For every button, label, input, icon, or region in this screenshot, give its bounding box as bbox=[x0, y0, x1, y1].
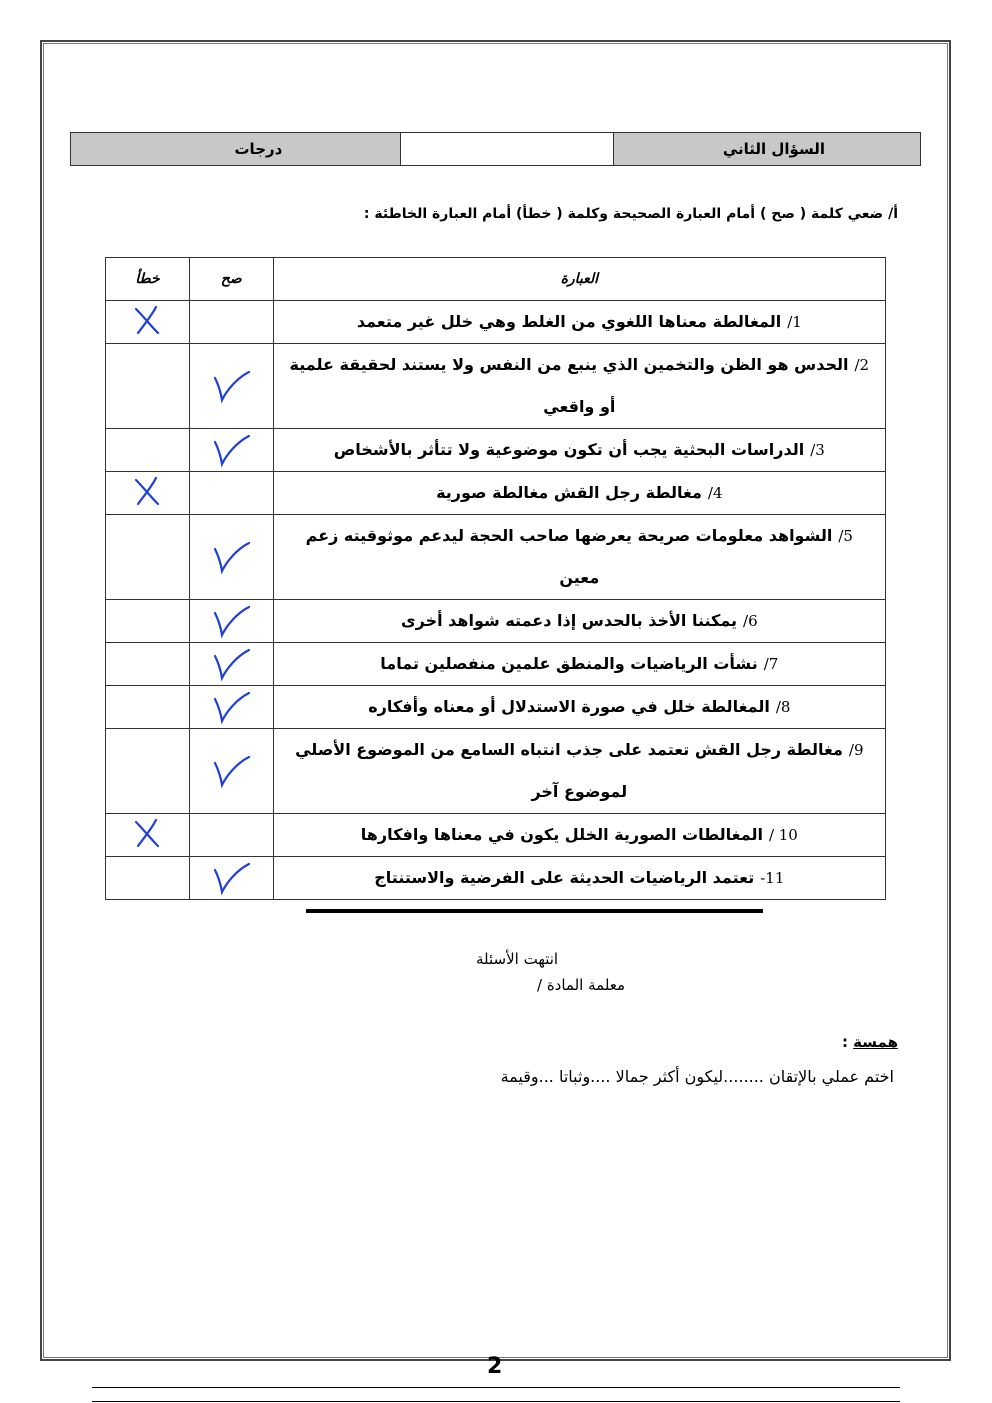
true-mark-cell[interactable] bbox=[189, 472, 273, 515]
true-mark-cell[interactable] bbox=[189, 643, 273, 686]
statement-cell bbox=[273, 429, 885, 472]
statement-number: 9/ bbox=[848, 741, 864, 759]
true-mark-cell[interactable] bbox=[189, 429, 273, 472]
table-row bbox=[106, 429, 886, 472]
false-mark-cell[interactable] bbox=[106, 515, 190, 600]
statement-text: الدراسات البحثية يجب أن تكون موضوعية ولا تتأثر بالأشخاص bbox=[333, 440, 805, 459]
false-mark-cell[interactable] bbox=[106, 600, 190, 643]
whisper-colon: : bbox=[841, 1033, 854, 1051]
statement-cell bbox=[273, 729, 885, 814]
true-mark-cell[interactable] bbox=[189, 344, 273, 429]
statement-number: 2/ bbox=[854, 356, 870, 374]
teacher-signature-label: معلمة المادة / bbox=[537, 976, 626, 994]
false-mark-cell[interactable] bbox=[106, 814, 190, 857]
statement-number: 6/ bbox=[743, 612, 758, 630]
false-header: خطأ bbox=[106, 258, 190, 301]
table-header-row bbox=[106, 258, 886, 301]
false-mark-cell[interactable] bbox=[106, 729, 190, 814]
separator-line bbox=[306, 909, 763, 913]
whisper-text: اختم عملي بالإتقان ........ليكون أكثر جمالا ....وثباتا ...وقيمة bbox=[500, 1067, 894, 1086]
statement-cell bbox=[273, 600, 885, 643]
statement-text: الشواهد معلومات صريحة يعرضها صاحب الحجة ليدعم موثوقيته زعم معين bbox=[305, 526, 833, 587]
statement-cell bbox=[273, 301, 885, 344]
table-row bbox=[106, 729, 886, 814]
statement-number: 10 / bbox=[768, 826, 798, 844]
false-mark-cell[interactable] bbox=[106, 301, 190, 344]
checkmark-icon bbox=[209, 535, 253, 579]
false-mark-cell[interactable] bbox=[106, 686, 190, 729]
statement-header: العبارة bbox=[273, 258, 885, 301]
statement-text: المغالطة خلل في صورة الاستدلال أو معناه وأفكاره bbox=[368, 697, 770, 716]
score-blank-field bbox=[400, 133, 613, 165]
table-row bbox=[106, 814, 886, 857]
statement-number: 11- bbox=[760, 869, 785, 887]
statement-cell bbox=[273, 686, 885, 729]
footer-line bbox=[92, 1401, 900, 1402]
table-row bbox=[106, 643, 886, 686]
checkmark-icon bbox=[209, 364, 253, 408]
false-mark-cell[interactable] bbox=[106, 857, 190, 900]
statement-cell bbox=[273, 857, 885, 900]
table-row bbox=[106, 301, 886, 344]
table-row bbox=[106, 857, 886, 900]
checkmark-icon bbox=[209, 685, 253, 729]
checkmark-icon bbox=[209, 856, 253, 900]
checkmark-icon bbox=[209, 749, 253, 793]
true-mark-cell[interactable] bbox=[189, 301, 273, 344]
end-of-questions: انتهت الأسئلة bbox=[476, 950, 559, 968]
checkmark-icon bbox=[209, 642, 253, 686]
statement-text: المغالطة معناها اللغوي من الغلط وهي خلل غير متعمد bbox=[356, 312, 782, 331]
statement-number: 8/ bbox=[775, 698, 791, 716]
statement-cell bbox=[273, 814, 885, 857]
cross-mark-icon bbox=[130, 474, 164, 512]
true-mark-cell[interactable] bbox=[189, 857, 273, 900]
true-mark-cell[interactable] bbox=[189, 814, 273, 857]
table-row bbox=[106, 344, 886, 429]
true-false-table bbox=[105, 257, 886, 900]
table-row bbox=[106, 515, 886, 600]
cross-mark-icon bbox=[130, 816, 164, 854]
true-mark-cell[interactable] bbox=[189, 515, 273, 600]
statement-text: يمكننا الأخذ بالحدس إذا دعمته شواهد أخرى bbox=[400, 611, 738, 630]
statement-number: 5/ bbox=[838, 527, 853, 545]
statement-cell bbox=[273, 643, 885, 686]
false-mark-cell[interactable] bbox=[106, 344, 190, 429]
statement-number: 7/ bbox=[763, 655, 779, 673]
statement-number: 4/ bbox=[707, 484, 723, 502]
footer-line bbox=[92, 1387, 900, 1388]
false-mark-cell[interactable] bbox=[106, 429, 190, 472]
statement-number: 3/ bbox=[810, 441, 825, 459]
cross-mark-icon bbox=[130, 303, 164, 341]
statement-text: نشأت الرياضيات والمنطق علمين منفصلين تماما bbox=[380, 654, 758, 673]
whisper-heading bbox=[842, 1033, 898, 1051]
table-row bbox=[106, 472, 886, 515]
statement-text: المغالطات الصورية الخلل يكون في معناها وافكارها bbox=[360, 825, 763, 844]
instruction-text: أ/ ضعي كلمة ( صح ) أمام العبارة الصحيحة وكلمة ( خطأ) أمام العبارة الخاطئة : bbox=[363, 206, 898, 222]
degrees-label: درجات bbox=[71, 133, 400, 165]
statement-cell bbox=[273, 344, 885, 429]
true-mark-cell[interactable] bbox=[189, 686, 273, 729]
statement-cell bbox=[273, 472, 885, 515]
true-header: صح bbox=[189, 258, 273, 301]
true-mark-cell[interactable] bbox=[189, 600, 273, 643]
checkmark-icon bbox=[209, 599, 253, 643]
false-mark-cell[interactable] bbox=[106, 472, 190, 515]
statement-number: 1/ bbox=[787, 313, 802, 331]
statement-text: مغالطة رجل القش تعتمد على جذب انتباه السامع من الموضوع الأصلي لموضوع آخر bbox=[295, 740, 843, 801]
question-label: السؤال الثاني bbox=[614, 133, 920, 165]
table-row bbox=[106, 600, 886, 643]
table-row bbox=[106, 686, 886, 729]
statement-text: مغالطة رجل القش مغالطة صورية bbox=[436, 483, 702, 502]
page-number: 2 bbox=[487, 1354, 503, 1379]
false-mark-cell[interactable] bbox=[106, 643, 190, 686]
statement-text: الحدس هو الظن والتخمين الذي ينبع من النفس ولا يستند لحقيقة علمية أو واقعي bbox=[289, 355, 849, 416]
statement-cell bbox=[273, 515, 885, 600]
true-mark-cell[interactable] bbox=[189, 729, 273, 814]
question-header-bar bbox=[70, 132, 921, 166]
checkmark-icon bbox=[209, 428, 253, 472]
whisper-label: همسة bbox=[853, 1033, 898, 1051]
statement-text: تعتمد الرياضيات الحديثة على الفرضية والاستنتاج bbox=[374, 868, 755, 887]
